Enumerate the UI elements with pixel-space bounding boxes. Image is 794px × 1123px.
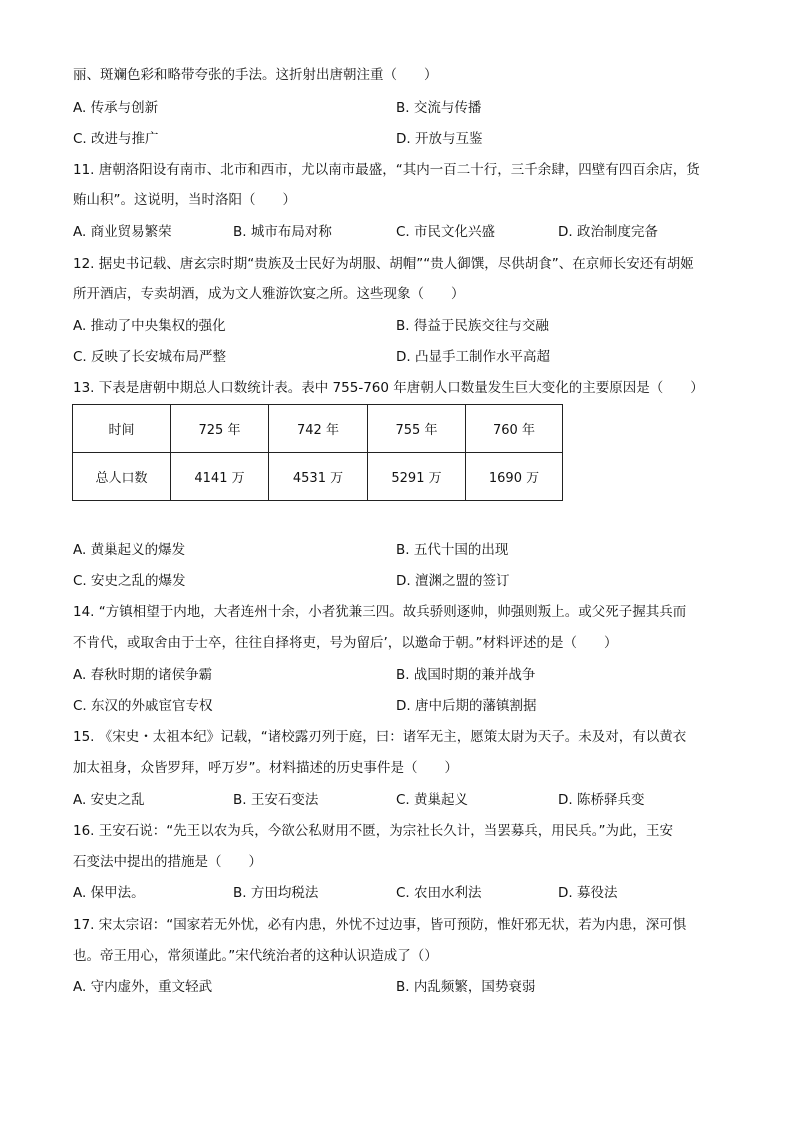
q11-option-d: D. 政治制度完备 <box>558 224 658 240</box>
q13-stem-line: 13. 下表是唐朝中期总人口数统计表。表中 755-760 年唐朝人口数量发生巨大变化的主要原因是（ ） <box>73 380 704 396</box>
q15-option-d: D. 陈桥驿兵变 <box>558 792 645 808</box>
q14-stem-line-2: 不肯代，或取舍由于士卒，往往自择将吏，号为留后’，以邀命于朝。”材料评述的是（ ） <box>73 635 618 651</box>
q13-option-d: D. 澶渊之盟的签订 <box>396 573 510 589</box>
q14-option-c: C. 东汉的外戚宦官专权 <box>73 698 213 714</box>
population-table <box>72 404 563 501</box>
table-cell: 4141 万 <box>171 453 269 501</box>
q11-option-c: C. 市民文化兴盛 <box>396 224 496 240</box>
q17-stem-line-1: 17. 宋太宗诏：“国家若无外忧，必有内患，外忧不过边事，皆可预防，惟奸邪无状，若为内患，深可惧 <box>73 917 687 933</box>
table-cell: 1690 万 <box>466 453 563 501</box>
q10-option-b: B. 交流与传播 <box>396 100 482 116</box>
table-header-cell: 725 年 <box>171 405 269 453</box>
q16-option-a: A. 保甲法。 <box>73 885 145 901</box>
q16-option-c: C. 农田水利法 <box>396 885 482 901</box>
q15-stem-line-2: 加太祖身，众皆罗拜，呼万岁”。材料描述的历史事件是（ ） <box>73 760 458 776</box>
q16-stem-line-1: 16. 王安石说：“先王以农为兵，今欲公私财用不匮，为宗社长久计，当罢募兵，用民兵。”为此，王安 <box>73 823 673 839</box>
q15-stem-line-1: 15. 《宋史・太祖本纪》记载，“诸校露刃列于庭，曰：诸军无主，愿策太尉为天子。未及对，有以黄衣 <box>73 729 687 745</box>
population-table-data-row <box>73 453 563 501</box>
q12-option-d: D. 凸显手工制作水平高超 <box>396 349 550 365</box>
q14-stem-line-1: 14. “方镇相望于内地，大者连州十余，小者犹兼三四。故兵骄则逐帅，帅强则叛上。或父死子握其兵而 <box>73 604 687 620</box>
q12-option-a: A. 推动了中央集权的强化 <box>73 318 226 334</box>
q16-option-b: B. 方田均税法 <box>233 885 319 901</box>
q10-option-a: A. 传承与创新 <box>73 100 159 116</box>
q10-stem-line: 丽、斑斓色彩和略带夸张的手法。这折射出唐朝注重（ ） <box>73 67 438 83</box>
table-header-cell: 760 年 <box>466 405 563 453</box>
q11-option-b: B. 城市布局对称 <box>233 224 332 240</box>
q14-option-b: B. 战国时期的兼并战争 <box>396 667 536 683</box>
q17-option-a: A. 守内虚外，重文轻武 <box>73 979 213 995</box>
q13-option-b: B. 五代十国的出现 <box>396 542 509 558</box>
population-table-header-row <box>73 405 563 453</box>
table-cell: 总人口数 <box>73 453 171 501</box>
table-cell: 4531 万 <box>269 453 368 501</box>
q13-option-c: C. 安史之乱的爆发 <box>73 573 186 589</box>
table-cell: 5291 万 <box>368 453 466 501</box>
q12-stem-line-1: 12. 据史书记载、唐玄宗时期“贵族及士民好为胡服、胡帽”“贵人御馔，尽供胡食”、在京师长安还有胡姬 <box>73 256 694 272</box>
q11-stem-line-2: 贿山积”。这说明，当时洛阳（ ） <box>73 192 296 208</box>
q12-option-c: C. 反映了长安城布局严整 <box>73 349 227 365</box>
q13-option-a: A. 黄巢起义的爆发 <box>73 542 186 558</box>
q10-option-c: C. 改进与推广 <box>73 131 159 147</box>
q16-option-d: D. 募役法 <box>558 885 618 901</box>
q12-stem-line-2: 所开酒店，专卖胡酒，成为文人雅游饮宴之所。这些现象（ ） <box>73 286 465 302</box>
q10-option-d: D. 开放与互鉴 <box>396 131 483 147</box>
q14-option-a: A. 春秋时期的诸侯争霸 <box>73 667 213 683</box>
table-header-cell: 755 年 <box>368 405 466 453</box>
q11-option-a: A. 商业贸易繁荣 <box>73 224 172 240</box>
q15-option-a: A. 安史之乱 <box>73 792 145 808</box>
table-header-cell: 742 年 <box>269 405 368 453</box>
q17-option-b: B. 内乱频繁，国势衰弱 <box>396 979 536 995</box>
q17-stem-line-2: 也。帝王用心，常须谨此。”宋代统治者的这种认识造成了（） <box>73 948 438 964</box>
q11-stem-line-1: 11. 唐朝洛阳设有南市、北市和西市，尤以南市最盛，“其内一百二十行，三千余肆，四壁有四百余店，货 <box>73 162 700 178</box>
q14-option-d: D. 唐中后期的藩镇割据 <box>396 698 537 714</box>
q16-stem-line-2: 石变法中提出的措施是（ ） <box>73 854 262 870</box>
q12-option-b: B. 得益于民族交往与交融 <box>396 318 549 334</box>
q15-option-c: C. 黄巢起义 <box>396 792 469 808</box>
table-header-cell: 时间 <box>73 405 171 453</box>
q15-option-b: B. 王安石变法 <box>233 792 319 808</box>
